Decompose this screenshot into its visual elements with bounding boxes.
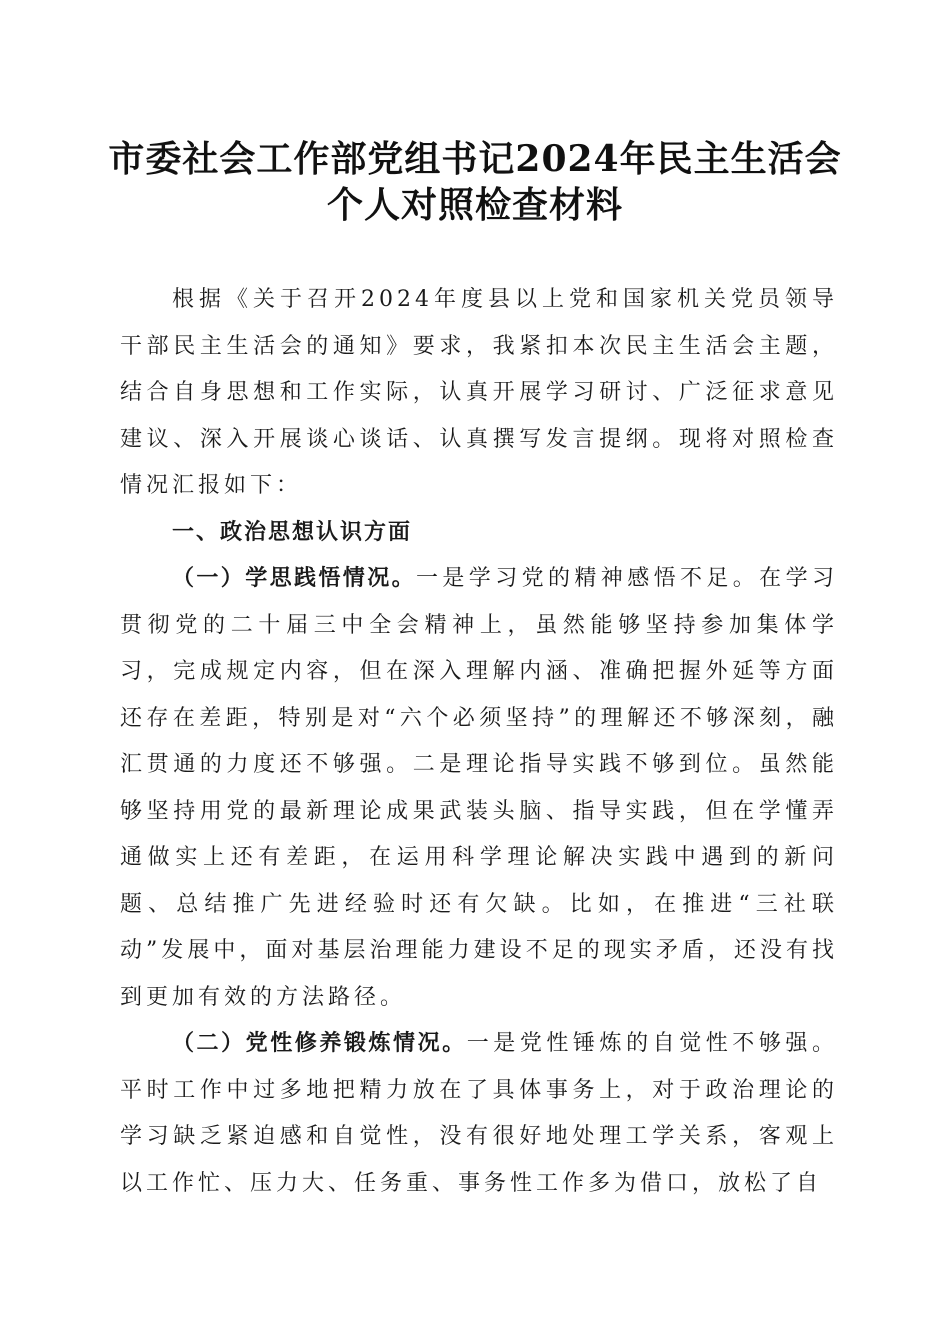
document-body [120,277,838,1207]
section-heading: 一、政治思想认识方面 [172,519,413,545]
paragraph-lead: （二）党性修养锻炼情况。 [172,1031,467,1056]
paragraph-text: 一是学习党的精神感悟不足。在学习贯彻党的二十届三中全会精神上，虽然能够坚持参加集体学习，完成规定内容，但在深入理解内涵、准确把握外延等方面还存在差距，特别是对“六个必须坚持”的理解还不够深刻，融汇贯通的力度还不够强。二是理论指导实践不够到位。虽然能够坚持用党的最新理论成果武装头脑、指导实践，但在学懂弄通做实上还有差距，在运用科学理论解决实践中遇到的新问题、总结推广先进经验时还有欠缺。比如，在推进“三社联动”发展中，面对基层治理能力建设不足的现实矛盾，还没有找到更加有效的方法路径。 [120,566,838,1010]
paragraph-party-spirit [120,1021,838,1207]
paragraph-text: 一是党性锤炼的自觉性不够强。平时工作中过多地把精力放在了具体事务上，对于政治理论的学习缺乏紧迫感和自觉性，没有很好地处理工学关系，客观上以工作忙、压力大、任务重、事务性工作多为借口，放松了自 [120,1031,838,1196]
document-title-line1: 市委社会工作部党组书记2024年民主生活会 [108,138,842,180]
intro-paragraph: 根据《关于召开2024年度县以上党和国家机关党员领导干部民主生活会的通知》要求，我紧扣本次民主生活会主题，结合自身思想和工作实际，认真开展学习研讨、广泛征求意见建议、深入开展谈心谈话、认真撰写发言提纲。现将对照检查情况汇报如下： [120,287,838,498]
paragraph-study-practice [120,556,838,1021]
paragraph-lead: （一）学思践悟情况。 [172,566,416,591]
document-title-line2: 个人对照检查材料 [326,184,623,226]
